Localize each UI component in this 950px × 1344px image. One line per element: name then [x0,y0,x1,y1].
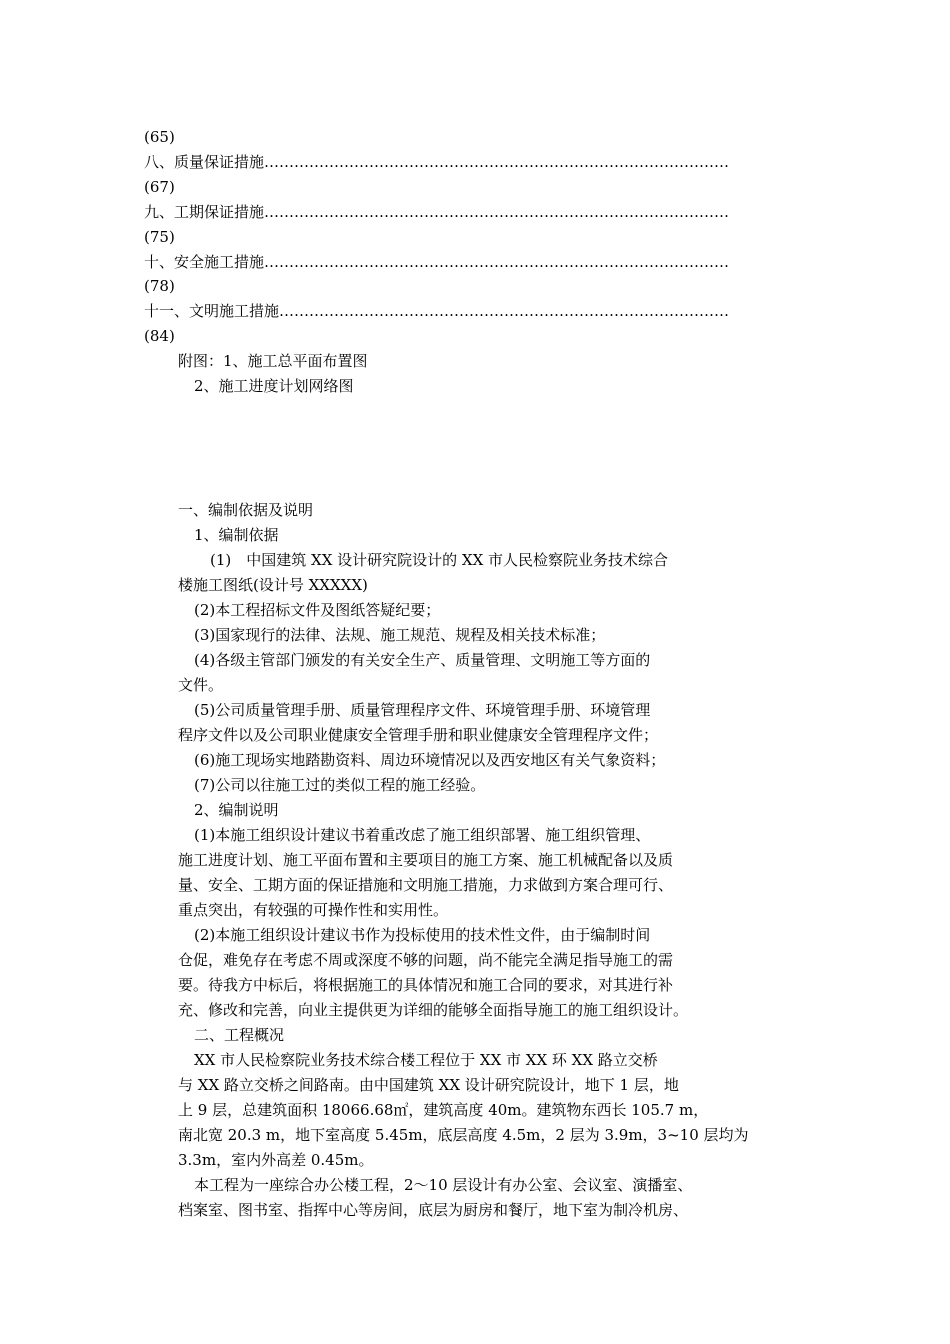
paragraph-line: (2)本工程招标文件及图纸答疑纪要； [194,601,441,619]
paragraph-line: XX 市人民检察院业务技术综合楼工程位于 XX 市 XX 环 XX 路立交桥 [194,1051,658,1069]
toc-entry-safety: 十、安全施工措施………………………………………………………………………………… [144,253,730,271]
paragraph-line: 要。待我方中标后，将根据施工的具体情况和施工合同的要求，对其进行补 [178,976,674,994]
paragraph-line: 上 9 层，总建筑面积 18066.68㎡，建筑高度 40m。建筑物东西长 105.7 m， [178,1101,709,1119]
paragraph-line: 文件。 [178,676,224,694]
toc-page-number: (67) [144,178,175,196]
paragraph-line: 本工程为一座综合办公楼工程，2～10 层设计有办公室、会议室、演播室、 [194,1176,693,1194]
paragraph-line: (1)本施工组织设计建议书着重改虑了施工组织部署、施工组织管理、 [194,826,651,844]
paragraph-line: (4)各级主管部门颁发的有关安全生产、质量管理、文明施工等方面的 [194,651,651,669]
subsection-heading: 2、编制说明 [194,801,279,819]
section-heading: 二、工程概况 [194,1026,285,1044]
paragraph-line: (5)公司质量管理手册、质量管理程序文件、环境管理手册、环境管理 [194,701,651,719]
paragraph-line: 3.3m，室内外高差 0.45m。 [178,1151,374,1169]
toc-entry-schedule: 九、工期保证措施………………………………………………………………………………… [144,203,730,221]
toc-appendix-2: 2、施工进度计划网络图 [194,377,354,395]
paragraph-line: 档案室、图书室、指挥中心等房间，底层为厨房和餐厅，地下室为制冷机房、 [178,1201,689,1219]
paragraph-line: 施工进度计划、施工平面布置和主要项目的施工方案、施工机械配备以及质 [178,851,674,869]
paragraph-line: 充、修改和完善，向业主提供更为详细的能够全面指导施工的施工组织设计。 [178,1001,689,1019]
paragraph-line: 量、安全、工期方面的保证措施和文明施工措施，力求做到方案合理可行、 [178,876,674,894]
paragraph-line: 楼施工图纸(设计号 XXXXX) [178,576,368,594]
section-heading: 一、编制依据及说明 [178,501,314,519]
toc-appendix-1: 附图：1、施工总平面布置图 [178,352,368,370]
paragraph-line: 与 XX 路立交桥之间路南。由中国建筑 XX 设计研究院设计，地下 1 层，地 [178,1076,679,1094]
paragraph-line: 南北宽 20.3 m，地下室高度 5.45m，底层高度 4.5m，2 层为 3.9m，3~10 层均为 [178,1126,749,1144]
paragraph-line: 程序文件以及公司职业健康安全管理手册和职业健康安全管理程序文件； [178,726,659,744]
paragraph-line: (1) 中国建筑 XX 设计研究院设计的 XX 市人民检察院业务技术综合 [210,551,669,569]
toc-page-number: (75) [144,228,175,246]
toc-entry-quality: 八、质量保证措施………………………………………………………………………………… [144,153,730,171]
paragraph-line: (3)国家现行的法律、法规、施工规范、规程及相关技术标准； [194,626,606,644]
paragraph-line: (7)公司以往施工过的类似工程的施工经验。 [194,776,486,794]
toc-page-number: (84) [144,327,175,345]
paragraph-line: 重点突出，有较强的可操作性和实用性。 [178,901,449,919]
subsection-heading: 1、编制依据 [194,526,279,544]
paragraph-line: (2)本施工组织设计建议书作为投标使用的技术性文件，由于编制时间 [194,926,651,944]
paragraph-line: 仓促，难免存在考虑不周或深度不够的问题，尚不能完全满足指导施工的需 [178,951,674,969]
toc-page-number: (78) [144,277,175,295]
toc-page-number: (65) [144,128,175,146]
toc-entry-civilized: 十一、文明施工措施……………………………………………………………………………… [144,302,730,320]
paragraph-line: (6)施工现场实地踏勘资料、周边环境情况以及西安地区有关气象资料； [194,751,666,769]
